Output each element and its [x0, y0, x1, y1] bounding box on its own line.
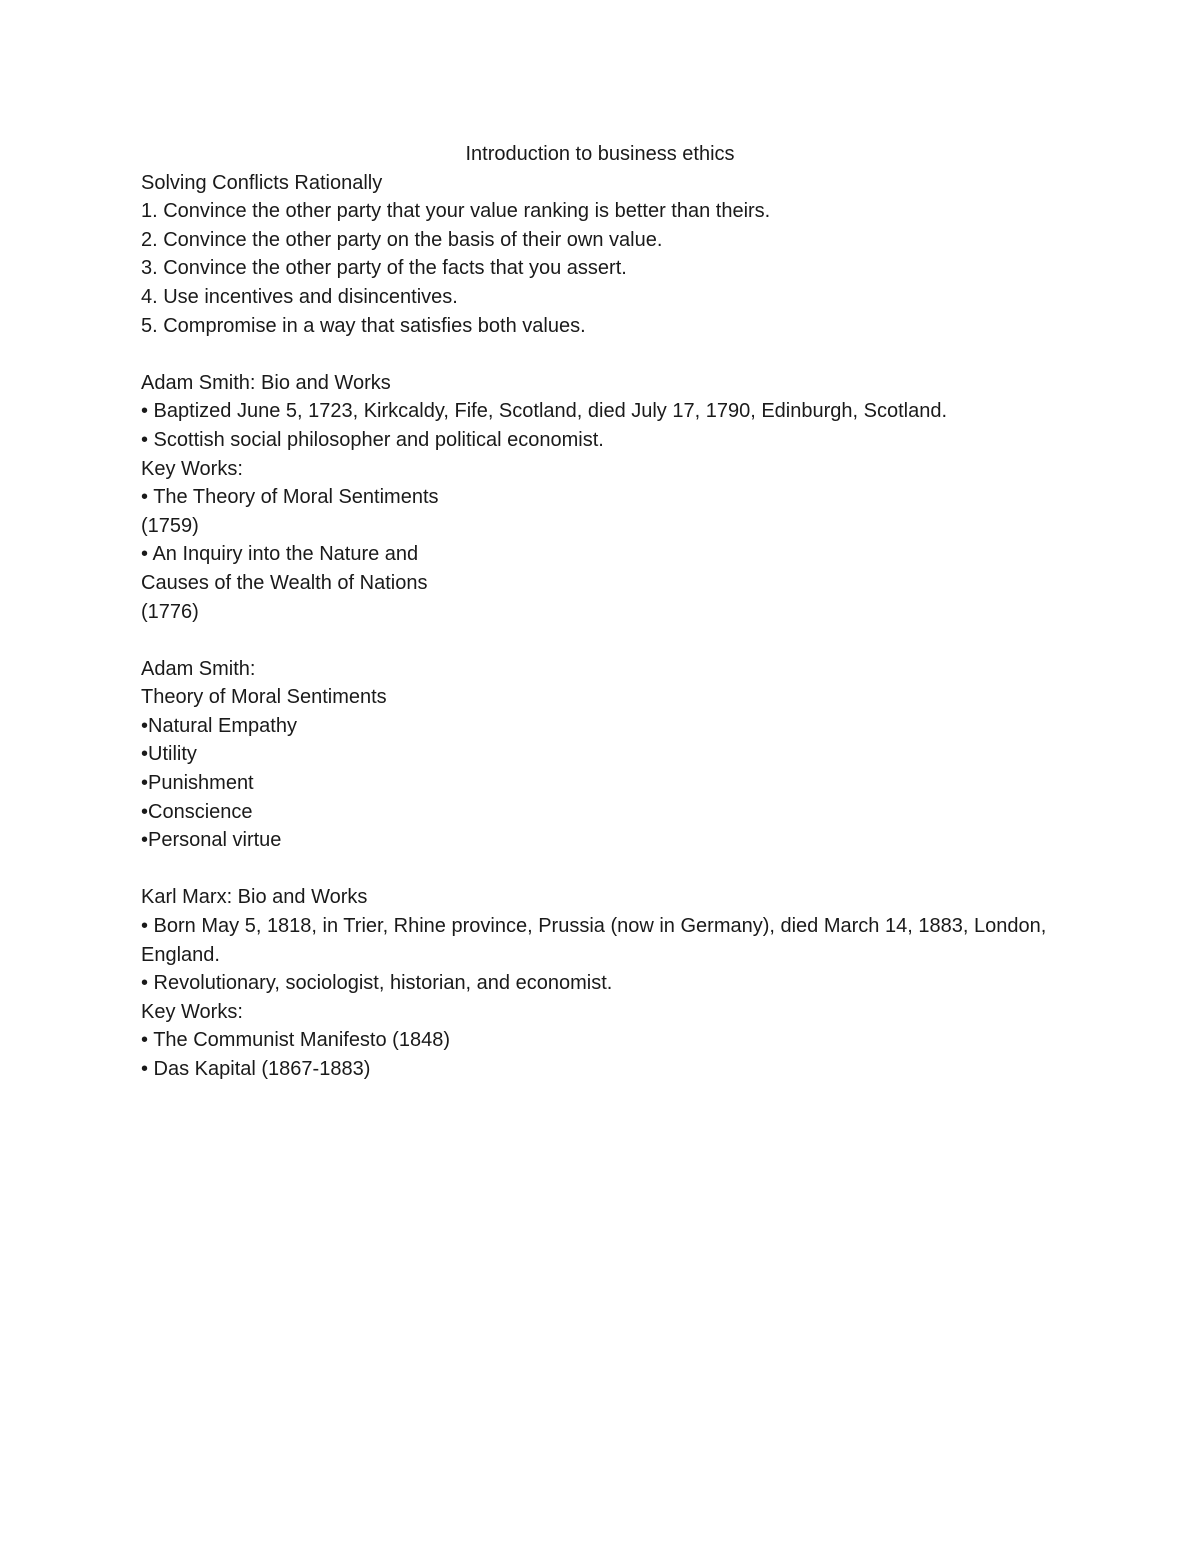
list-item: •Utility — [141, 743, 197, 766]
key-works-label: Key Works: — [141, 1000, 243, 1023]
list-item: •Personal virtue — [141, 829, 282, 852]
paragraph-spacer — [141, 340, 1061, 369]
list-item: 1. Convince the other party that your value ranking is better than theirs. — [141, 200, 771, 223]
list-item: 2. Convince the other party on the basis of their own value. — [141, 228, 663, 251]
work-line: • The Communist Manifesto (1848) — [141, 1029, 450, 1052]
work-line: • The Theory of Moral Sentiments — [141, 486, 439, 509]
work-line: • An Inquiry into the Nature and — [141, 543, 419, 566]
work-line: • Das Kapital (1867-1883) — [141, 1058, 371, 1080]
work-line: (1776) — [141, 600, 199, 623]
document-title: Introduction to business ethics — [465, 143, 735, 165]
bio-item: • Born May 5, 1818, in Trier, Rhine province, Prussia (now in Germany), died March 14, 1883, London, England. — [141, 915, 1047, 966]
work-line: (1759) — [141, 514, 199, 537]
list-item: •Punishment — [141, 772, 254, 795]
section-heading-smith-bio: Adam Smith: Bio and Works — [141, 371, 391, 394]
list-item: 3. Convince the other party of the facts that you assert. — [141, 257, 627, 280]
list-item: 4. Use incentives and disincentives. — [141, 285, 458, 308]
bio-item: • Revolutionary, sociologist, historian, and economist. — [141, 972, 613, 995]
key-works-label: Key Works: — [141, 457, 243, 480]
list-item: •Conscience — [141, 800, 253, 823]
section-subheading: Theory of Moral Sentiments — [141, 686, 387, 709]
list-item: 5. Compromise in a way that satisfies both values. — [141, 314, 586, 337]
document-body — [141, 140, 1061, 1084]
paragraph-spacer — [141, 855, 1061, 884]
section-heading-conflicts: Solving Conflicts Rationally — [141, 171, 383, 194]
bio-item: • Baptized June 5, 1723, Kirkcaldy, Fife, Scotland, died July 17, 1790, Edinburgh, Scotland. — [141, 400, 948, 423]
section-heading-marx-bio: Karl Marx: Bio and Works — [141, 886, 368, 909]
paragraph-spacer — [141, 626, 1061, 655]
bio-item: • Scottish social philosopher and political economist. — [141, 428, 604, 451]
work-line: Causes of the Wealth of Nations — [141, 571, 428, 594]
list-item: •Natural Empathy — [141, 714, 297, 737]
section-heading-smith-theory: Adam Smith: — [141, 657, 256, 680]
